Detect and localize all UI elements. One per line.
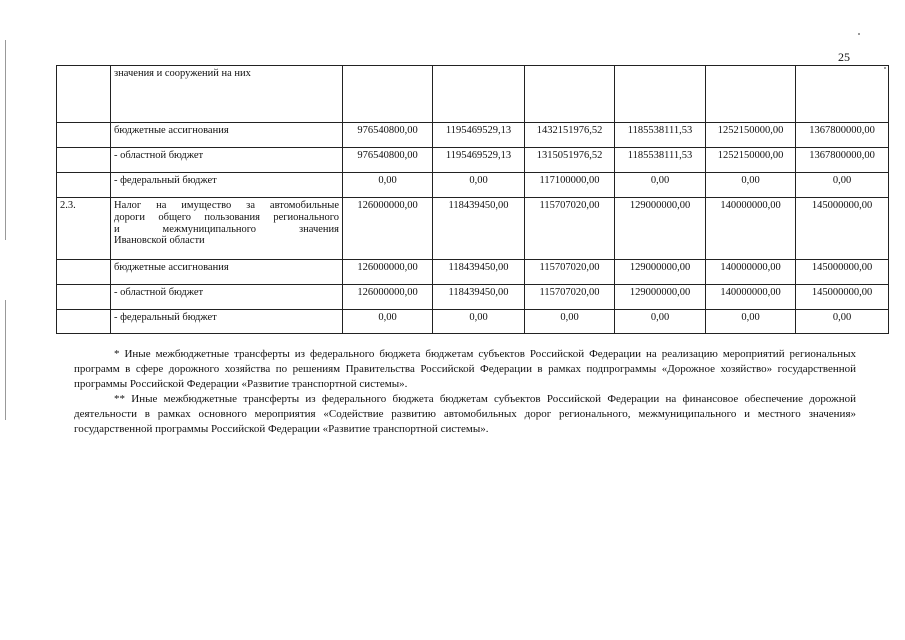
value-cell: 0,00: [796, 310, 889, 334]
value-cell: 129000000,00: [615, 260, 706, 285]
value-cell: [525, 66, 615, 123]
table-row: [57, 260, 889, 285]
value-cell: 145000000,00: [796, 260, 889, 285]
row-name-line: дороги общего пользования регионального: [114, 211, 339, 223]
row-name: бюджетные ассигнования: [111, 260, 343, 285]
value-cell: 140000000,00: [706, 260, 796, 285]
row-name-line: Налог на имущество за автомобильные: [114, 200, 339, 211]
value-cell: 118439450,00: [433, 260, 525, 285]
value-cell: 1367800000,00: [796, 123, 889, 148]
value-cell: 1252150000,00: [706, 148, 796, 173]
row-index: [57, 66, 111, 123]
row-index: [57, 285, 111, 310]
value-cell: 115707020,00: [525, 285, 615, 310]
value-cell: [343, 66, 433, 123]
page-number: 25: [838, 50, 850, 64]
value-cell: 1367800000,00: [796, 148, 889, 173]
value-cell: 145000000,00: [796, 285, 889, 310]
value-cell: 0,00: [343, 310, 433, 334]
value-cell: 1315051976,52: [525, 148, 615, 173]
value-cell: 1195469529,13: [433, 148, 525, 173]
footnotes: [74, 347, 856, 437]
value-cell: 1185538111,53: [615, 123, 706, 148]
value-cell: 1252150000,00: [706, 123, 796, 148]
value-cell: 0,00: [796, 173, 889, 198]
value-cell: 126000000,00: [343, 285, 433, 310]
value-cell: 1185538111,53: [615, 148, 706, 173]
value-cell: 126000000,00: [343, 260, 433, 285]
row-index: [57, 173, 111, 198]
value-cell: 145000000,00: [796, 198, 889, 260]
value-cell: 0,00: [433, 173, 525, 198]
table-row: [57, 123, 889, 148]
value-cell: 0,00: [706, 310, 796, 334]
row-name: - федеральный бюджет: [111, 173, 343, 198]
value-cell: 976540800,00: [343, 148, 433, 173]
value-cell: [706, 66, 796, 123]
table-row: [57, 173, 889, 198]
value-cell: 1432151976,52: [525, 123, 615, 148]
value-cell: 1195469529,13: [433, 123, 525, 148]
row-index: [57, 148, 111, 173]
value-cell: 976540800,00: [343, 123, 433, 148]
budget-table: [56, 65, 889, 334]
value-cell: [615, 66, 706, 123]
row-index: [57, 123, 111, 148]
row-name: [111, 198, 343, 260]
value-cell: [433, 66, 525, 123]
row-name: - федеральный бюджет: [111, 310, 343, 334]
value-cell: 0,00: [343, 173, 433, 198]
row-index: [57, 260, 111, 285]
row-name: - областной бюджет: [111, 148, 343, 173]
value-cell: 126000000,00: [343, 198, 433, 260]
row-name: - областной бюджет: [111, 285, 343, 310]
row-name: значения и сооружений на них: [111, 66, 343, 123]
footnote-1: * Иные межбюджетные трансферты из федерального бюджета бюджетам субъектов Российской Федерации на реализацию мероприятий региональных программ в сфере дорожного хозяйства по решениям Правительства Российской Федерации в рамках подпрограммы «Дорожное хозяйство» государственной программы Российской Федерации «Развитие транспортной системы».: [74, 348, 856, 390]
value-cell: 118439450,00: [433, 198, 525, 260]
scan-edge-mark: [5, 300, 6, 420]
table-row: [57, 310, 889, 334]
value-cell: 140000000,00: [706, 198, 796, 260]
table-row: [57, 66, 889, 123]
table-row: [57, 285, 889, 310]
row-index: 2.3.: [57, 198, 111, 260]
value-cell: 0,00: [706, 173, 796, 198]
value-cell: 129000000,00: [615, 198, 706, 260]
value-cell: 115707020,00: [525, 260, 615, 285]
value-cell: 0,00: [615, 310, 706, 334]
scan-dot: [858, 33, 860, 35]
table-row: [57, 198, 889, 260]
row-name-line: Ивановской области: [114, 235, 205, 247]
value-cell: 129000000,00: [615, 285, 706, 310]
row-name: бюджетные ассигнования: [111, 123, 343, 148]
value-cell: 118439450,00: [433, 285, 525, 310]
scan-edge-mark: [5, 40, 6, 240]
value-cell: 0,00: [433, 310, 525, 334]
row-name-line: и межмуниципального значения: [114, 223, 339, 235]
value-cell: 0,00: [615, 173, 706, 198]
table-row: [57, 148, 889, 173]
value-cell: 115707020,00: [525, 198, 615, 260]
row-index: [57, 310, 111, 334]
value-cell: [796, 66, 889, 123]
value-cell: 117100000,00: [525, 173, 615, 198]
value-cell: 140000000,00: [706, 285, 796, 310]
footnote-2: ** Иные межбюджетные трансферты из федерального бюджета бюджетам субъектов Российской Федерации на финансовое обеспечение дорожной деятельности в рамках основного мероприятия «Содействие развитию автомобильных дорог регионального, межмуниципального и местного значения» государственной программы Российской Федерации «Развитие транспортной системы».: [74, 393, 856, 435]
value-cell: 0,00: [525, 310, 615, 334]
